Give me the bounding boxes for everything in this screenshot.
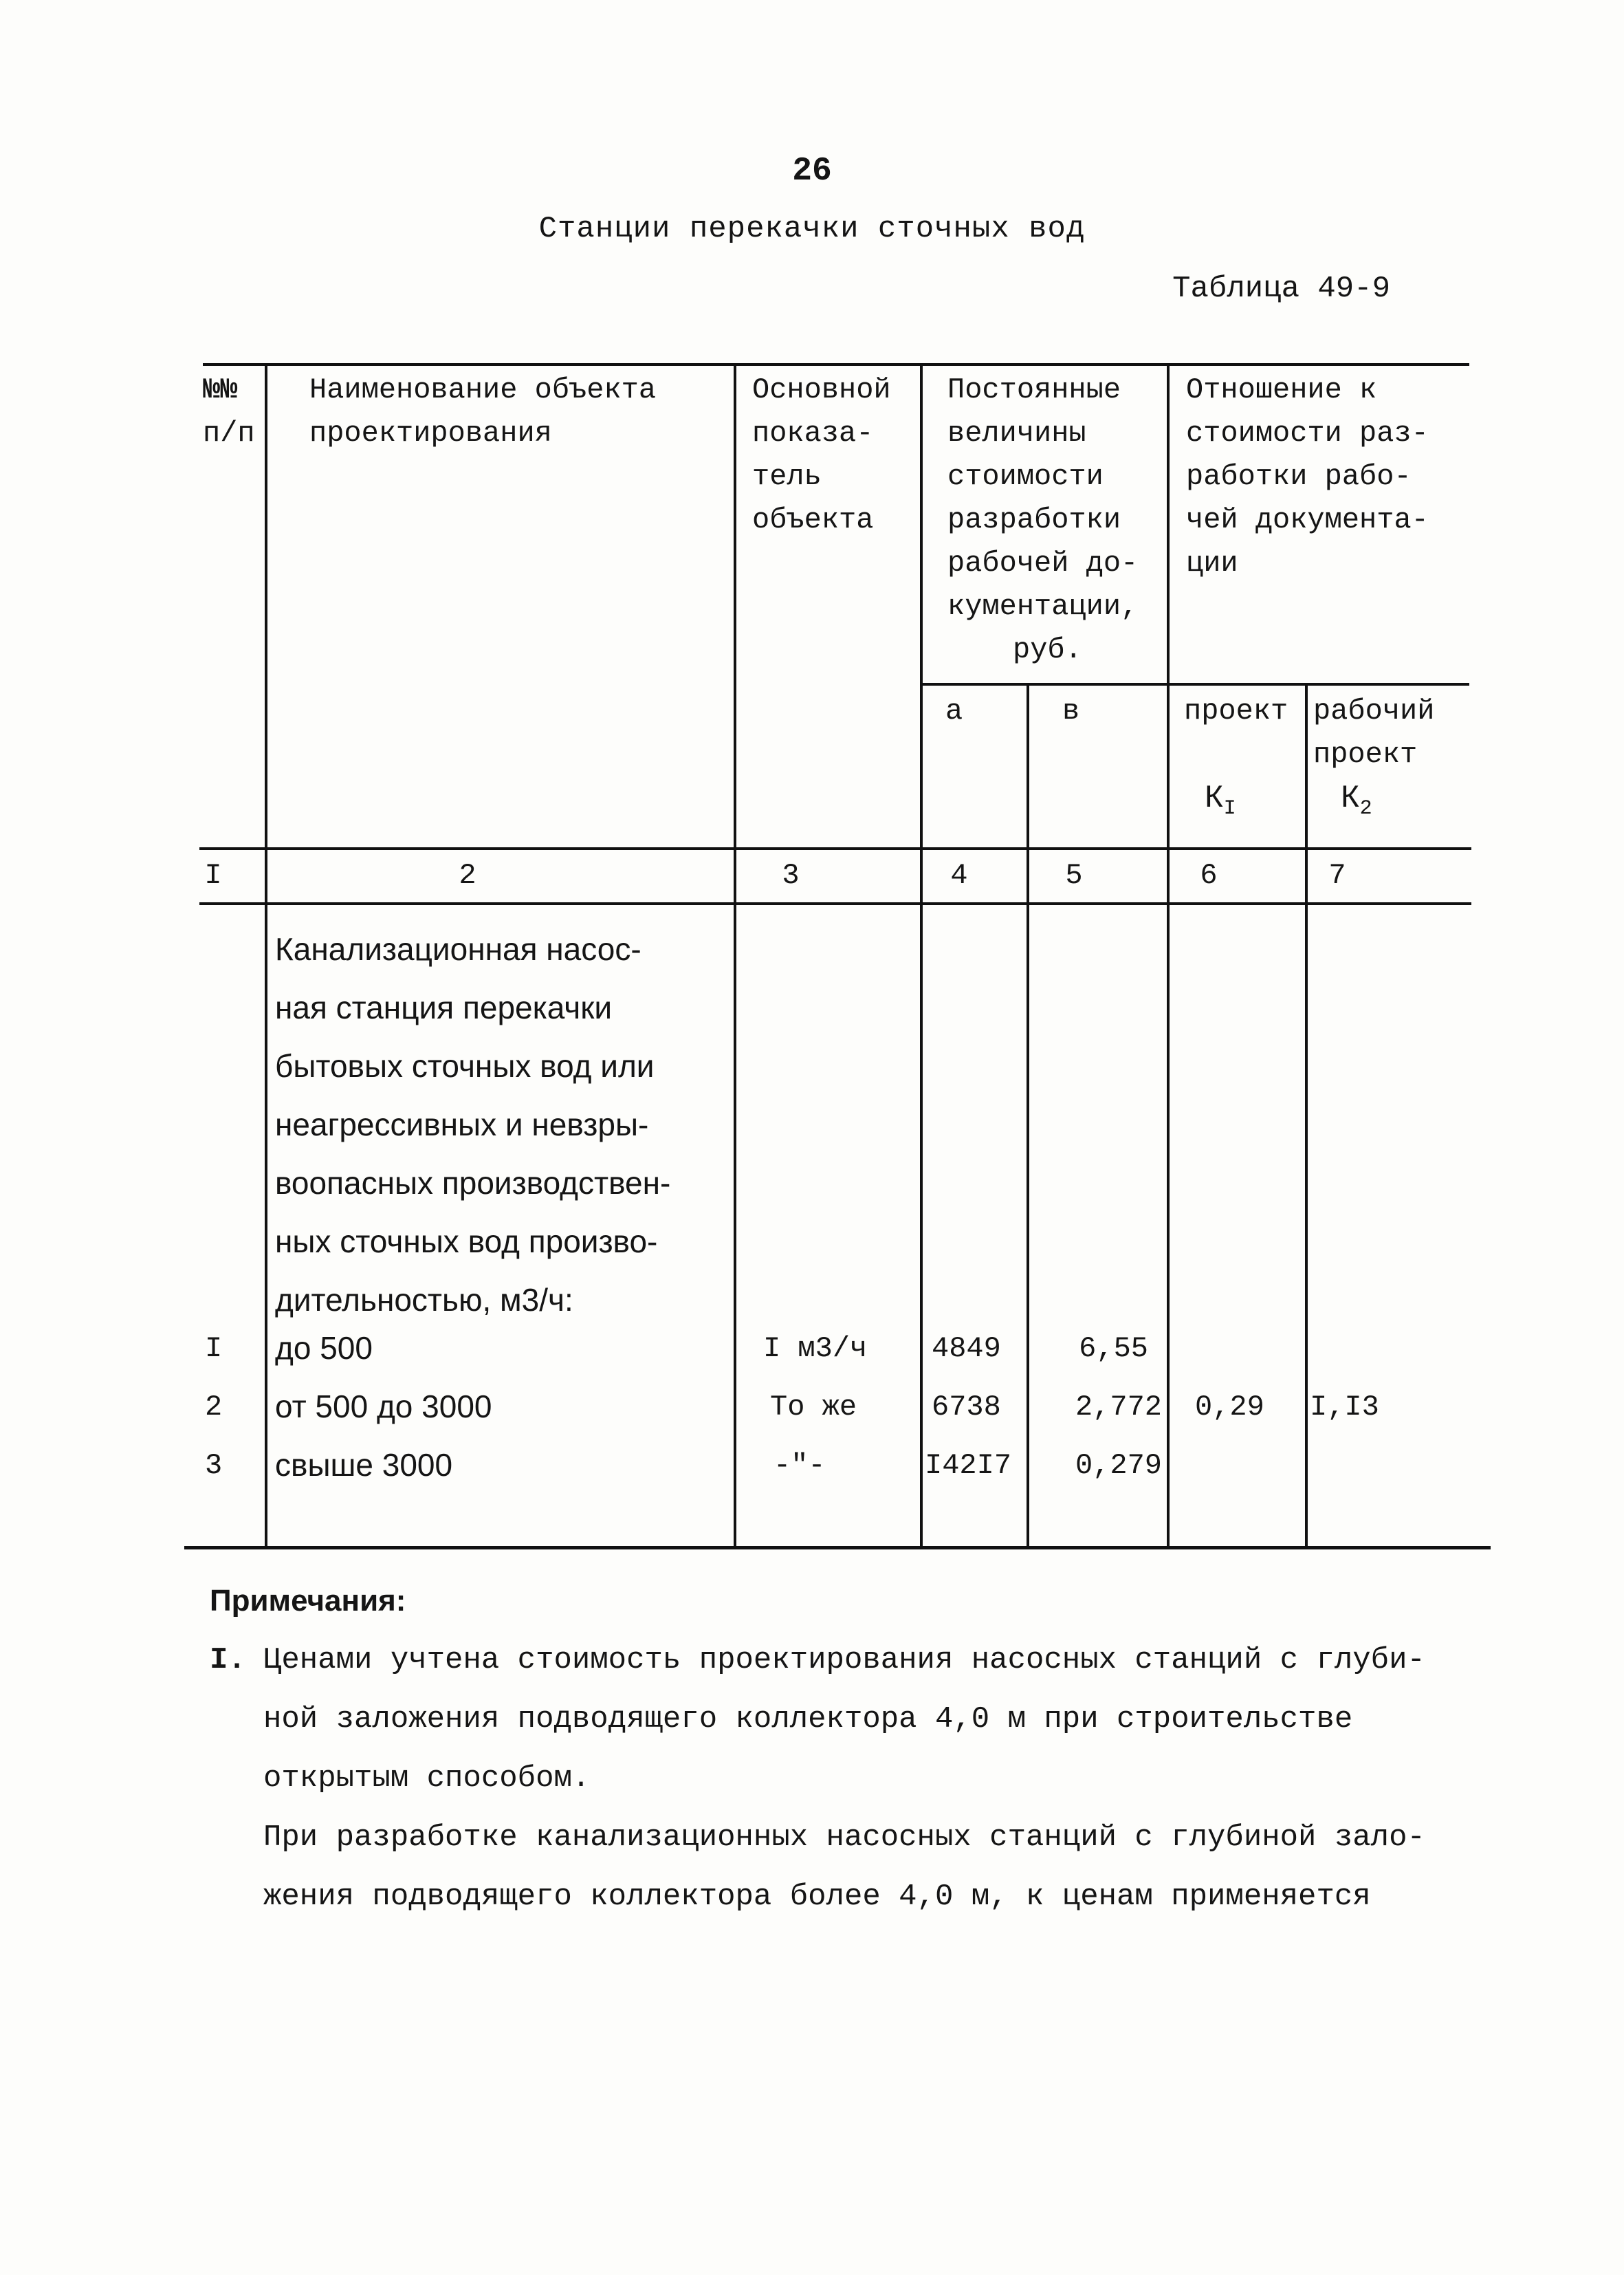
column-number: I [204, 859, 222, 892]
row-indicator: -"- [773, 1449, 826, 1482]
col-divider-4 [1027, 683, 1029, 1546]
header-col-constants: Постоянные величины стоимости разработки рабочей до- кументации, руб. [947, 373, 1139, 666]
header-col-num: №№ п/п [203, 373, 255, 450]
note-item-line: открытым способом. [263, 1761, 591, 1796]
row-value-b: 6,55 [1079, 1332, 1148, 1365]
notes-section [210, 1571, 1447, 1926]
table-label: Таблица 49-9 [1172, 272, 1390, 306]
note-item-line: ной заложения подводящего коллектора 4,0 м при строительстве [263, 1702, 1353, 1737]
column-number: 2 [459, 859, 476, 892]
row-value-b: 2,772 [1075, 1391, 1162, 1424]
column-number: 7 [1328, 859, 1346, 892]
header-col-ratio: Отношение к стоимости раз- работки рабо- чей документа- ции [1186, 373, 1429, 580]
note-item-first-line: Ценами учтена стоимость проектирования насосных станций с глуби- [263, 1643, 1425, 1677]
row-number: I [205, 1332, 223, 1365]
row-number: 3 [205, 1449, 223, 1482]
column-number: 4 [950, 859, 968, 892]
header-col-working-project: рабочий проект [1313, 695, 1435, 771]
table-top-rule [203, 363, 1469, 366]
header-col-name: Наименование объекта проектирования [309, 373, 657, 450]
table-bottom-rule [184, 1546, 1491, 1549]
page-title: Станции перекачки сточных вод [538, 212, 1086, 246]
row-indicator: То же [770, 1391, 857, 1424]
k1-label: $К_I$ [1205, 781, 1236, 820]
note-item-number: I. [210, 1643, 246, 1677]
k2-value: I,I3 [1310, 1391, 1379, 1424]
col-divider-1 [265, 363, 267, 1546]
row-value-b: 0,279 [1075, 1449, 1162, 1482]
row-value-a: 4849 [932, 1332, 1001, 1365]
note-item-1 [210, 1631, 1447, 1808]
row-number: 2 [205, 1391, 223, 1424]
header-col-b: в [1062, 695, 1080, 728]
k2-label: $К_2$ [1341, 781, 1372, 820]
row-name: свыше 3000 [275, 1447, 453, 1483]
row-name: от 500 до 3000 [275, 1389, 492, 1424]
header-col-indicator: Основной показа- тель объекта [752, 373, 891, 536]
column-number: 5 [1065, 859, 1083, 892]
row-value-a: 6738 [932, 1391, 1001, 1424]
col-divider-2 [734, 363, 736, 1546]
col-divider-3 [920, 363, 923, 1546]
col-divider-6 [1305, 683, 1308, 1546]
object-description: Канализационная насос- ная станция перекачки бытовых сточных вод или неагрессивных и невзры- воопасных производствен- ных сточных вод произво- дительностью, м3/ч: [275, 931, 671, 1318]
subheader-rule [920, 683, 1469, 686]
notes-heading: Примечания: [210, 1584, 406, 1618]
row-name: до 500 [275, 1330, 373, 1366]
column-number: 3 [782, 859, 800, 892]
row-value-a: I42I7 [925, 1449, 1012, 1482]
k1-value: 0,29 [1195, 1391, 1264, 1424]
header-col-a: а [945, 695, 963, 728]
column-number: 6 [1200, 859, 1218, 892]
row-indicator: I м3/ч [763, 1332, 868, 1365]
header-bottom-rule [199, 847, 1471, 850]
page-number: 26 [792, 153, 832, 190]
header-col-project: проект [1184, 695, 1288, 728]
column-number-rule [199, 902, 1471, 905]
note-paragraph: При разработке канализационных насосных станций с глубиной зало- жения подводящего коллектора более 4,0 м, к ценам применяется [263, 1820, 1425, 1914]
